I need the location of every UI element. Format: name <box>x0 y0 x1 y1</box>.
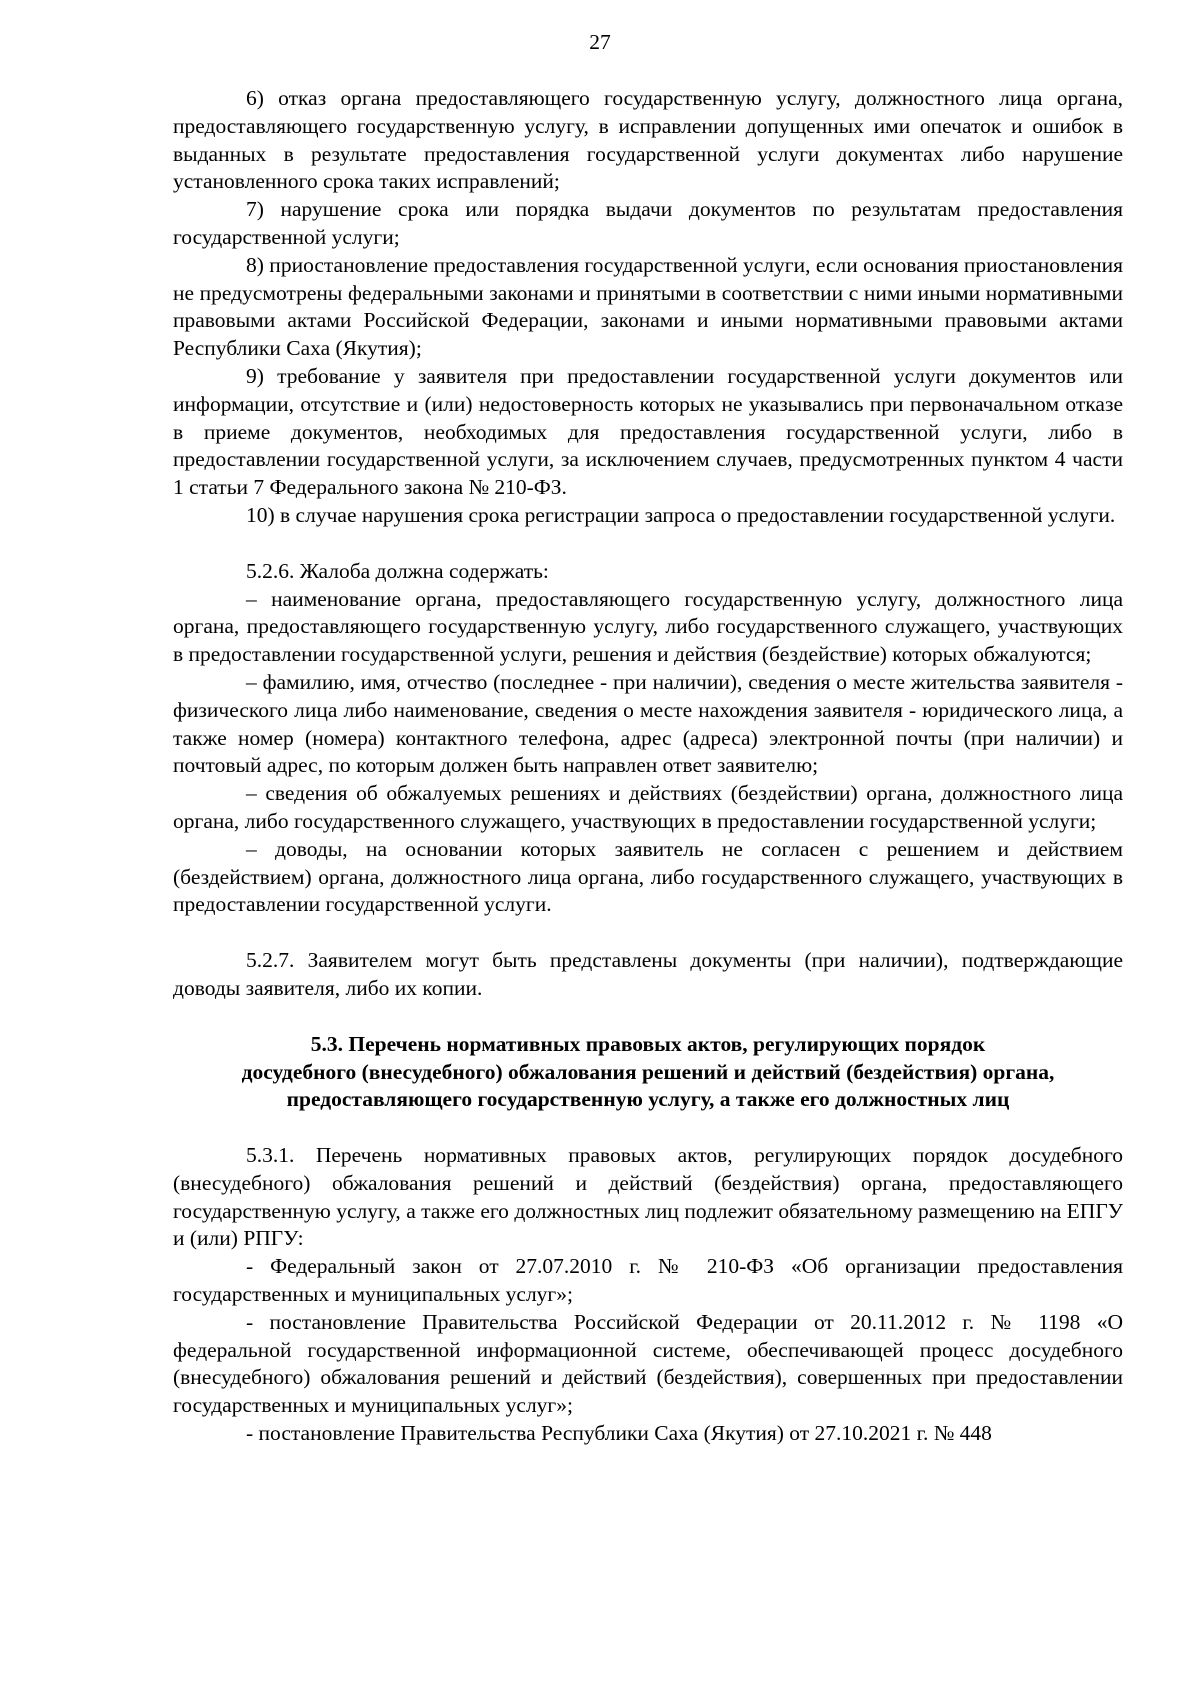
spacer <box>173 919 1123 947</box>
section-heading-line: предоставляющего государственную услугу, а также его должностных лиц <box>286 1087 1010 1112</box>
law-reference-1198: - постановление Правительства Российской Федерации от 20.11.2012 г. № 1198 «О федеральной государственной информационной системе, обеспечивающей процесс досудебного (внесудебного) обжалования решений и действий (бездействия), совершенных при предоставлении государственных и муниципальных услуг»; <box>173 1309 1123 1418</box>
spacer <box>173 1114 1123 1142</box>
list-item-8: 8) приостановление предоставления государственной услуги, если основания приостановления не предусмотрены федеральными законами и принятыми в соответствии с ними иными нормативными правовыми актами Российской Федерации, законами и иными нормативными правовыми актами Республики Саха (Якутия); <box>173 252 1123 361</box>
spacer <box>173 530 1123 558</box>
law-reference-210-fz: - Федеральный закон от 27.07.2010 г. № 210-ФЗ «Об организации предоставления государственных и муниципальных услуг»; <box>173 1254 1123 1307</box>
document-body <box>173 85 1123 1448</box>
spacer <box>173 1003 1123 1031</box>
list-item-7: 7) нарушение срока или порядка выдачи документов по результатам предоставления государственной услуги; <box>173 197 1123 249</box>
clause-5-2-6-item-3: – сведения об обжалуемых решениях и действиях (бездействии) органа, должностного лица органа, либо государственного служащего, участвующих в предоставлении государственной услуги; <box>173 781 1123 833</box>
list-item-6: 6) отказ органа предоставляющего государственную услугу, должностного лица органа, предоставляющего государственную услугу, в исправлении допущенных ими опечаток и ошибок в выданных в результате предоставления государственной услуги документах либо нарушение установленного срока таких исправлений; <box>173 86 1123 194</box>
clause-5-2-7: 5.2.7. Заявителем могут быть представлены документы (при наличии), подтверждающие доводы заявителя, либо их копии. <box>173 948 1123 1000</box>
clause-5-2-6-item-2: – фамилию, имя, отчество (последнее - при наличии), сведения о месте жительства заявителя - физического лица либо наименование, сведения о месте нахождения заявителя - юридического лица, а также номер (номера) контактного телефона, адрес (адреса) электронной почты (при наличии) и почтовый адрес, по которым должен быть направлен ответ заявителю; <box>173 669 1123 778</box>
section-heading-line: досудебного (внесудебного) обжалования решений и действий (бездействия) органа, <box>241 1059 1055 1084</box>
list-item-9: 9) требование у заявителя при предоставлении государственной услуги документов или информации, отсутствие и (или) недостоверность которых не указывались при первоначальном отказе в приеме документов, необходимых для предоставления государственной услуги, либо в предоставлении государственной услуги, за исключением случаев, предусмотренных пунктом 4 части 1 статьи 7 Федерального закона № 210-ФЗ. <box>173 363 1123 500</box>
list-item-10: 10) в случае нарушения срока регистрации запроса о предоставлении государственной услуги. <box>246 502 1116 527</box>
section-heading-5-3 <box>173 1031 1123 1114</box>
section-heading-line: 5.3. Перечень нормативных правовых актов, регулирующих порядок <box>310 1031 986 1056</box>
clause-5-3-1: 5.3.1. Перечень нормативных правовых актов, регулирующих порядок досудебного (внесудебного) обжалования решений и действий (бездействия) органа, предоставляющего государственную услугу, а также его должностных лиц подлежит обязательному размещению на ЕПГУ и (или) РПГУ: <box>173 1143 1123 1251</box>
clause-5-2-6-item-1: – наименование органа, предоставляющего государственную услугу, должностного лица органа, предоставляющего государственную услугу, либо государственного служащего, участвующих в предоставлении государственной услуги, решения и действия (бездействие) которых обжалуются; <box>173 586 1123 667</box>
law-reference-448: - постановление Правительства Республики Саха (Якутия) от 27.10.2021 г. № 448 <box>246 1421 992 1446</box>
page-number: 27 <box>589 30 611 54</box>
clause-5-2-6-item-4: – доводы, на основании которых заявитель не согласен с решением и действием (бездействием) органа, должностного лица органа, либо государственного служащего, участвующих в предоставлении государственной услуги. <box>173 836 1123 917</box>
clause-5-2-6-intro: 5.2.6. Жалоба должна содержать: <box>246 558 549 583</box>
